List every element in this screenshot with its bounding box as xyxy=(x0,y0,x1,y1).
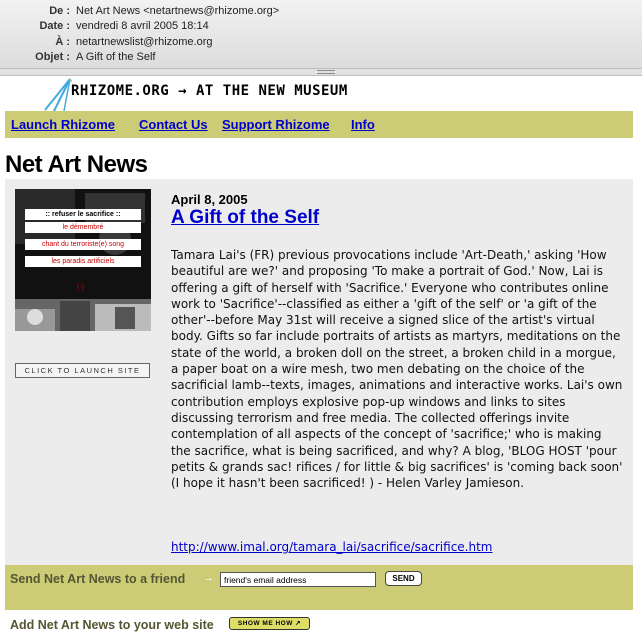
article-date: April 8, 2005 xyxy=(171,192,248,207)
send-friend-label: Send Net Art News to a friend xyxy=(10,572,186,586)
mail-subject-value: A Gift of the Self xyxy=(76,51,156,63)
mail-date-row xyxy=(0,19,642,34)
mail-subject-row xyxy=(0,50,642,65)
launch-site-button[interactable]: CLICK TO LAUNCH SITE xyxy=(15,363,150,378)
rhizome-banner[interactable] xyxy=(40,76,640,112)
mail-to-label: À : xyxy=(55,36,70,48)
send-button[interactable]: SEND xyxy=(385,571,422,586)
thumbnail-label: le démembré xyxy=(25,222,141,233)
mail-from-label: De : xyxy=(49,5,70,17)
mail-from-row xyxy=(0,4,642,19)
page-title: Net Art News xyxy=(5,151,148,178)
mail-from-value[interactable]: Net Art News <netartnews@rhizome.org> xyxy=(76,5,280,17)
article-box xyxy=(5,179,633,565)
article-url-link[interactable]: http://www.imal.org/tamara_lai/sacrifice/sacrifice.htm xyxy=(171,540,493,554)
nav-link-contact-us[interactable]: Contact Us xyxy=(139,117,208,132)
mail-to-value[interactable]: netartnewslist@rhizome.org xyxy=(76,36,213,48)
mail-date-value: vendredi 8 avril 2005 18:14 xyxy=(76,20,209,32)
thumbnail-label: chant du terroriste(e) song xyxy=(25,239,141,250)
mail-header xyxy=(0,0,642,68)
nav-link-launch-rhizome[interactable]: Launch Rhizome xyxy=(11,117,116,132)
resize-grip-icon[interactable] xyxy=(317,70,335,74)
show-me-how-button[interactable]: SHOW ME HOW ↗ xyxy=(229,617,310,630)
thumbnail-label: :: refuser le sacrifice :: xyxy=(25,209,141,220)
mail-subject-label: Objet : xyxy=(35,51,70,63)
site-thumbnail[interactable] xyxy=(15,189,151,331)
pane-divider[interactable] xyxy=(0,68,642,76)
rhizome-lines-icon xyxy=(40,76,72,112)
thumbnail-label: les paradis artificiels xyxy=(25,256,141,267)
banner-text: RHIZOME.ORG → AT THE NEW MUSEUM xyxy=(71,83,348,99)
article-body: Tamara Lai's (FR) previous provocations include 'Art-Death,' asking 'How beautiful are we?' and proposing 'To make a portrait of God.' Now, Lai is offering a gift of herself with 'Sacrifice.' Everyone who contributes online work to 'Sacrifice'--classified as either a 'gift of the self' or 'a gift of the other'--before May 31st will receive a signed slice of the artist's virtual body. Gifts so far include portraits of artists as martyrs, meditations on the state of the world, a broken doll on the street, a broken child in a morgue, a paper boat on a wire mesh, two men debating on the choice of the sacrificial lamb--texts, images, animations and interactive works. Lai's own contribution employs explosive pop-up windows and links to sites discussing terrorism and free media. The collected offerings invite contemplation of all aspects of the concept of 'sacrifice;' who is making the sacrifice, what is being sacrificed, and why? A blog, 'BLOG HOST 'pour petits & grands sac! rifices / for little & big sacrifices' is 'coming back soon' (I hope it hasn't been sacrificed! ) - Helen Varley Jamieson. xyxy=(171,248,623,491)
friend-email-input[interactable] xyxy=(220,572,376,587)
mail-date-label: Date : xyxy=(39,20,70,32)
send-to-friend-bar xyxy=(5,565,633,610)
mail-to-row xyxy=(0,35,642,50)
add-to-site-label: Add Net Art News to your web site xyxy=(10,618,214,632)
article-title-link[interactable]: A Gift of the Self xyxy=(171,207,320,228)
arrow-right-icon: → xyxy=(203,572,214,584)
nav-bar xyxy=(5,111,633,138)
thumbnail-marker: (-) xyxy=(77,284,84,291)
nav-link-info[interactable]: Info xyxy=(351,117,375,132)
nav-link-support-rhizome[interactable]: Support Rhizome xyxy=(222,117,330,132)
